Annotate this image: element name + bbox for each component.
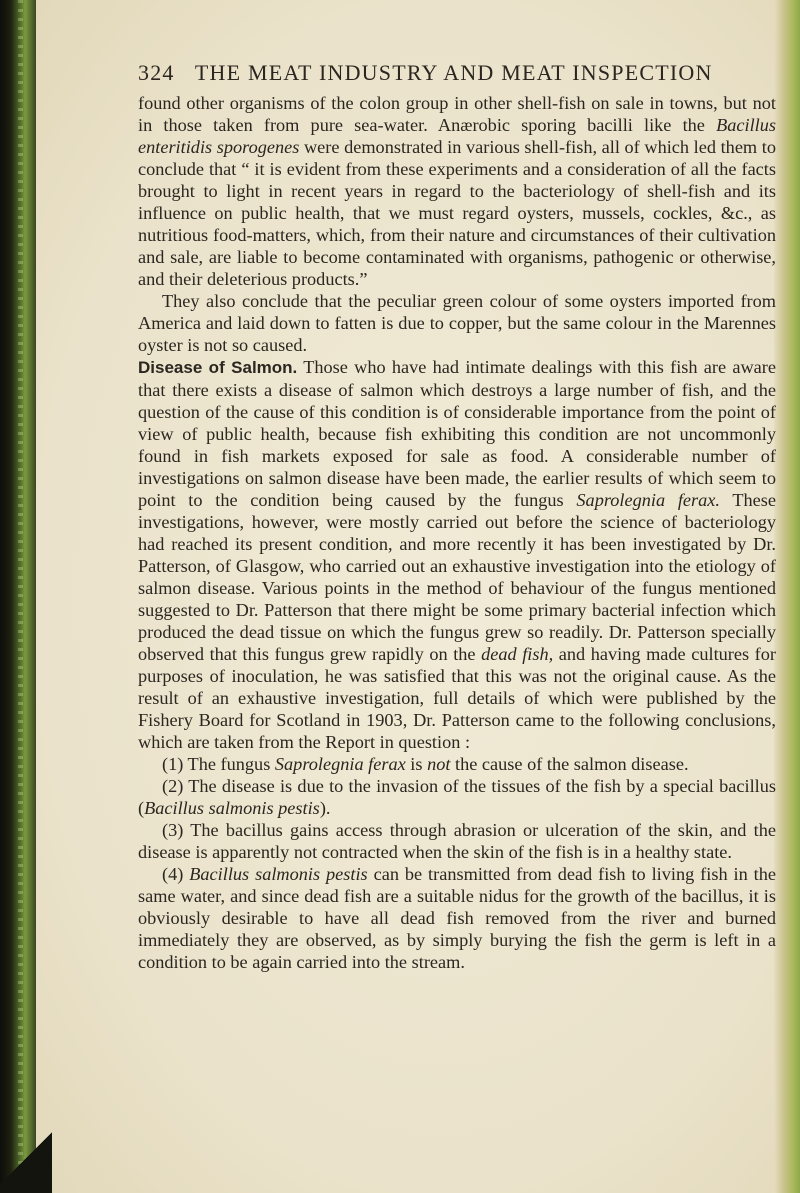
conclusion-4 bbox=[138, 863, 776, 973]
book-spine-edge bbox=[0, 0, 36, 1193]
species-name: Saprolegnia ferax. bbox=[576, 490, 720, 510]
text-run: found other organisms of the colon group in other shell-fish on sale in towns, but not in those taken from pure sea-water. Anærobic sporing bacilli like the bbox=[138, 93, 776, 135]
conclusion-2 bbox=[138, 775, 776, 819]
emphasis: dead fish, bbox=[481, 644, 554, 664]
conclusion-1 bbox=[138, 753, 776, 775]
emphasis: not bbox=[427, 754, 451, 774]
page-body bbox=[138, 92, 776, 973]
text-run: (1) The fungus bbox=[162, 754, 275, 774]
page-number: 324 bbox=[138, 60, 175, 85]
species-name: Saprolegnia ferax bbox=[274, 754, 406, 774]
text-run: (4) bbox=[162, 864, 190, 884]
text-run: is bbox=[405, 754, 428, 774]
text-run: the cause of the salmon disease. bbox=[450, 754, 689, 774]
text-run: can be transmitted from dead fish to living fish in the same water, and since dead fish are a suitable nidus for the growth of the bacillus, it is obviously desirable to have all dead fish removed from the river and burned immediately they are observed, as by simply burying the fish the germ is left in a condition to be again carried into the stream. bbox=[138, 864, 777, 972]
species-name: Bacillus salmonis pestis bbox=[189, 864, 368, 884]
text-run: ). bbox=[319, 798, 331, 818]
paragraph-oysters-colour: They also conclude that the peculiar green colour of some oysters imported from America and laid down to fatten is due to copper, but the same colour in the Marennes oyster is not so caused. bbox=[138, 291, 776, 355]
paragraph-salmon-disease bbox=[138, 356, 776, 753]
page-corner-shadow bbox=[0, 1123, 52, 1193]
running-title: THE MEAT INDUSTRY AND MEAT INSPECTION bbox=[194, 60, 713, 85]
text-run: and having made cultures for purposes of inoculation, he was satisfied that this was not the original cause. As the result of an exhaustive investigation, full details of which were published by the Fishery Board for Scotland in 1903, Dr. Patterson came to the following conclusions, which are taken from the Report in question : bbox=[138, 644, 776, 752]
section-heading-salmon: Disease of Salmon. bbox=[138, 358, 298, 377]
paragraph-shellfish bbox=[138, 92, 776, 290]
conclusion-3: (3) The bacillus gains access through abrasion or ulceration of the skin, and the disease is apparently not contracted when the skin of the fish is in a healthy state. bbox=[138, 820, 776, 862]
text-run: Those who have had intimate dealings with this fish are aware that there exists a disease of salmon which destroys a large number of fish, and the question of the cause of this condition is of considerable importance from the point of view of public health, because fish exhibiting this condition are not uncommonly found in fish markets exposed for sale as food. A considerable number of investigations on salmon disease have been made, the earlier results of which seem to point to the condition being caused by the fungus bbox=[138, 357, 777, 510]
text-run: (2) The disease is due to the invasion of the tissues of the fish by a special bacillus ( bbox=[138, 776, 776, 818]
page-edge-right bbox=[774, 0, 800, 1193]
species-name: Bacillus salmonis pestis bbox=[144, 798, 320, 818]
text-run: These investigations, however, were mostly carried out before the science of bacteriology had reached its present condition, and more recently it has been investigated by Dr. Patterson, of Glasgow, who carried out an exhaustive investigation into the etiology of salmon disease. Various points in the method of behaviour of the fungus mentioned suggested to Dr. Patterson that there might be some primary bacterial infection which produced the dead tissue on which the fungus grew so readily. Dr. Patterson specially observed that this fungus grew rapidly on the bbox=[138, 490, 776, 664]
running-header bbox=[138, 60, 778, 86]
text-run: were demonstrated in various shell-fish, all of which led them to conclude that “ it is evident from these experiments and a consideration of all the facts brought to light in recent years in regard to the bacteriology of shell-fish and its influence on public health, that we must regard oysters, mussels, cockles, &c., as nutritious food-matters, which, from their nature and circumstances of their cultivation and sale, are liable to become contaminated with organisms, pathogenic or otherwise, and their deleterious products.” bbox=[138, 137, 776, 289]
species-name: Bacillus enteritidis sporogenes bbox=[138, 115, 776, 157]
